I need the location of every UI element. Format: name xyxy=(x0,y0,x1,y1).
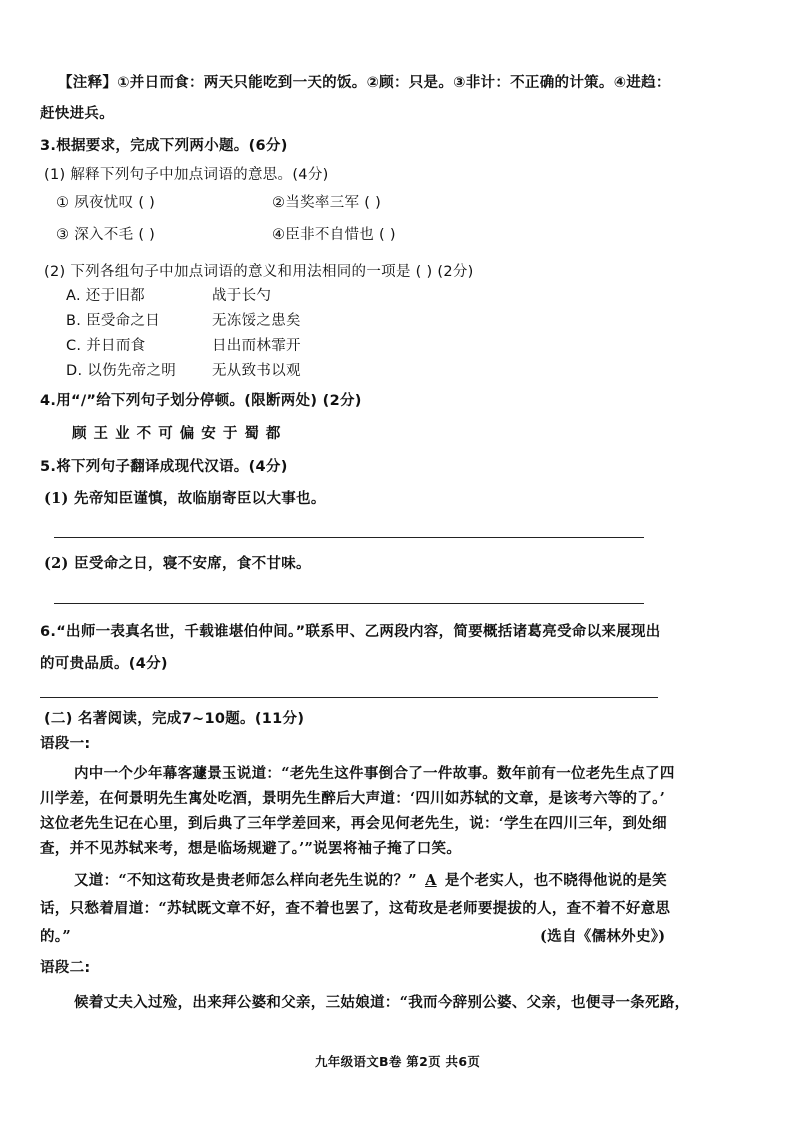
q3-option-d-right: 无从致书以观 xyxy=(212,363,301,379)
q3-option-b-right: 无冻馁之患矣 xyxy=(212,313,301,329)
section2-title: (二) 名著阅读，完成7~10题。(11分) xyxy=(44,711,305,727)
segment1-p2-line1-end: 是个老实人，也不晓得他说的是笑 xyxy=(444,872,667,889)
q3-sub1: (1) 解释下列句子中加点词语的意思。(4分) xyxy=(44,167,329,183)
segment1-p1-line1: 内中一个少年幕客蘧景玉说道：“老先生这件事倒合了一件故事。数年前有一位老先生点了四 xyxy=(74,765,675,782)
q6-answer-line[interactable] xyxy=(40,697,658,698)
q3-item-3: ③ 深入不毛 ( ) xyxy=(56,227,156,243)
q3-option-d-left: D. 以伤先帝之明 xyxy=(66,363,177,379)
q3-item-1: ① 夙夜忧叹 ( ) xyxy=(56,195,156,211)
q4-title: 4.用“/”给下列句子划分停顿。(限断两处) (2分) xyxy=(40,393,362,409)
segment1-source: (选自《儒林外史》) xyxy=(540,928,666,945)
q5-answer-line-2[interactable] xyxy=(54,603,644,604)
q3-option-c-left: C. 并日而食 xyxy=(66,338,146,354)
q3-item-2: ②当奖率三军 ( ) xyxy=(272,195,382,211)
q5-sentence-1: (1) 先帝知臣谨慎，故临崩寄臣以大事也。 xyxy=(44,490,326,507)
q3-option-a-right: 战于长勺 xyxy=(212,288,272,304)
segment1-p2-line3: 的。” xyxy=(40,928,71,945)
q3-option-a-left: A. 还于旧都 xyxy=(66,288,145,304)
q3-sub2: (2) 下列各组句子中加点词语的意义和用法相同的一项是 ( ) (2分) xyxy=(44,264,474,280)
q3-option-b-left: B. 臣受命之日 xyxy=(66,313,161,329)
q3-title: 3.根据要求，完成下列两小题。(6分) xyxy=(40,138,288,154)
q6-line-2: 的可贵品质。(4分) xyxy=(40,656,168,672)
q5-answer-line-1[interactable] xyxy=(54,537,644,538)
segment2-label: 语段二: xyxy=(40,960,91,976)
note-line-2: 赶快进兵。 xyxy=(40,106,114,122)
segment2-line1: 候着丈夫入过殓，出来拜公婆和父亲，三姑娘道：“我而今辞别公婆、父亲，也便寻一条死路， xyxy=(74,994,690,1011)
q5-title: 5.将下列句子翻译成现代汉语。(4分) xyxy=(40,459,288,475)
segment1-p1-line4: 查，并不见苏轼来考，想是临场规避了。’”说罢将袖子掩了口笑。 xyxy=(40,840,462,857)
note-line-1: 【注释】①并日而食：两天只能吃到一天的饭。②顾：只是。③非计：不正确的计策。④进趋： xyxy=(58,75,671,91)
page-footer: 九年级语文B卷 第2页 共6页 xyxy=(315,1054,481,1069)
q3-option-c-right: 日出而林霏开 xyxy=(212,338,301,354)
segment1-p1-line2: 川学差，在何景明先生寓处吃酒，景明先生醉后大声道：‘四川如苏轼的文章，是该考六等的了。’ xyxy=(40,790,666,807)
q4-sentence: 顾 王 业 不 可 偏 安 于 蜀 都 xyxy=(72,426,282,442)
q6-line-1: 6.“出师一表真名世，千载谁堪伯仲间。”联系甲、乙两段内容，简要概括诸葛亮受命以来展现出 xyxy=(40,624,661,640)
segment1-label: 语段一: xyxy=(40,736,91,752)
q5-sentence-2: (2) 臣受命之日，寝不安席，食不甘味。 xyxy=(44,555,311,572)
q3-item-4: ④臣非不自惜也 ( ) xyxy=(272,227,396,243)
segment1-p1-line3: 这位老先生记在心里，到后典了三年学差回来，再会见何老先生，说：‘学生在四川三年，到处细 xyxy=(40,815,667,832)
segment1-p2-line1-start: 又道：“不知这荀玫是贵老师怎么样向老先生说的？” xyxy=(74,872,417,889)
blank-a[interactable]: A xyxy=(425,872,437,889)
segment1-p2-line1 xyxy=(74,871,667,891)
segment1-p2-line2: 话，只愁着眉道：“苏轼既文章不好，查不着也罢了，这荀玫是老师要提拔的人，查不着不好意思 xyxy=(40,900,671,917)
